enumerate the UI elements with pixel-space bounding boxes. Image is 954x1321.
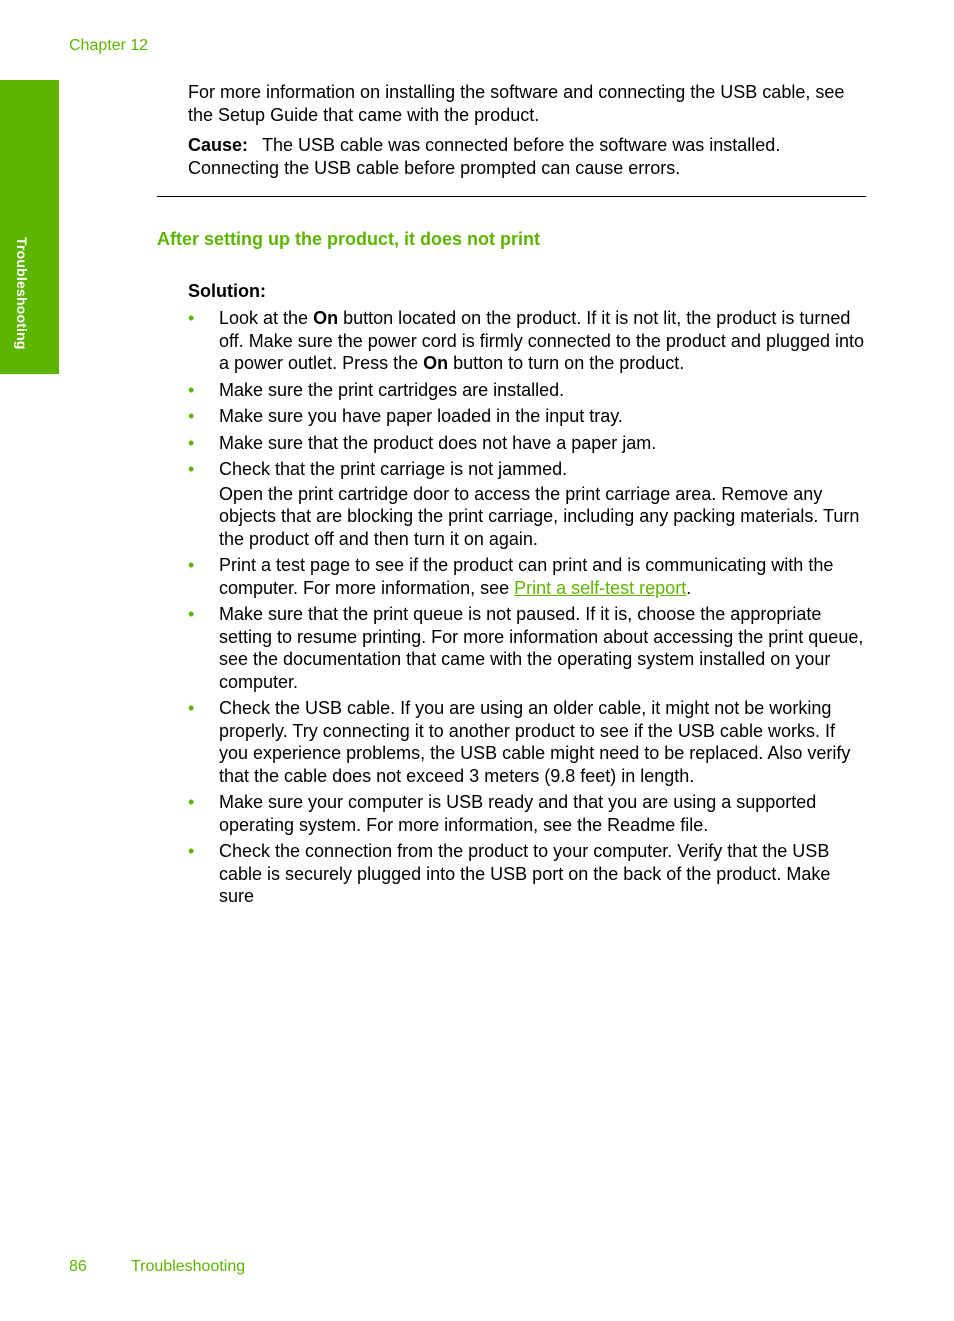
bullet-text: Make sure you have paper loaded in the input tray. [219, 406, 623, 426]
self-test-report-link[interactable]: Print a self-test report [514, 577, 687, 598]
bullet-icon: • [188, 308, 195, 328]
bullet-text: Make sure that the print queue is not paused. If it is, choose the appropriate setting to resume printing. For more information about accessing the print queue, see the documentation that came with the operating system installed on your computer. [219, 604, 864, 692]
list-item [188, 791, 868, 836]
list-item [188, 603, 868, 693]
bullet-icon: • [188, 379, 195, 400]
list-item [188, 379, 868, 402]
bullet-text: Look at the [219, 308, 314, 328]
bullet-icon: • [188, 792, 195, 812]
bullet-text: button located on the product. If it is not lit, the product is turned off. Make sure the power cord is firmly connected to the product and plugged into a power outlet. Press the [219, 308, 865, 373]
intro-paragraph: For more information on installing the software and connecting the USB cable, see the Setup Guide that came with the product. [188, 82, 845, 125]
bullet-icon: • [188, 459, 195, 479]
bullet-text: Make sure that the product does not have a paper jam. [219, 432, 657, 453]
list-item [188, 405, 868, 428]
bullet-text: Check the connection from the product to your computer. Verify that the USB cable is securely plugged into the USB port on the back of the product. Make sure [219, 841, 831, 906]
cause-paragraph [188, 134, 868, 179]
bullet-text: Make sure your computer is USB ready and that you are using a supported operating system. For more information, see the Readme file. [219, 792, 817, 835]
bullet-text: Print a test page to see if the product can print and is communicating with the computer. For more information, see [219, 555, 834, 598]
solution-list [188, 307, 868, 912]
bullet-icon: • [188, 698, 195, 718]
cause-label: Cause: [188, 135, 249, 155]
list-item [188, 432, 868, 455]
bullet-text: Make sure the print cartridges are installed. [219, 379, 565, 400]
bullet-text: Check the USB cable. If you are using an older cable, it might not be working properly. Try connecting it to another product to see if the USB cable works. If you experience problems, the USB cable might need to be replaced. Also verify that the cable does not exceed 3 meters (9.8 feet) in length. [219, 698, 851, 786]
bullet-subtext: Open the print cartridge door to access the print carriage area. Remove any objects that are blocking the print carriage, including any packing materials. Turn the product off and then turn it on again. [219, 483, 860, 549]
list-item [188, 458, 868, 550]
bullet-text: . [686, 577, 692, 598]
bullet-icon: • [188, 432, 195, 453]
side-tab-label: Troubleshooting [14, 237, 30, 350]
list-item [188, 697, 868, 787]
section-heading: After setting up the product, it does not print [157, 229, 540, 249]
bullet-text: button to turn on the product. [448, 353, 685, 373]
footer-title: Troubleshooting [131, 1258, 246, 1275]
bullet-icon: • [188, 406, 195, 426]
list-item [188, 554, 868, 599]
list-item [188, 840, 868, 908]
cause-text: The USB cable was connected before the software was installed. Connecting the USB cable before prompted can cause errors. [188, 135, 781, 178]
bullet-icon: • [188, 841, 195, 861]
on-button-name: On [423, 353, 449, 373]
bullet-icon: • [188, 555, 195, 575]
chapter-label: Chapter 12 [69, 37, 149, 54]
on-button-name: On [313, 308, 339, 328]
section-divider [157, 196, 866, 197]
page-number: 86 [69, 1258, 87, 1275]
list-item [188, 307, 868, 375]
bullet-icon: • [188, 604, 195, 624]
bullet-text: Check that the print carriage is not jammed. [219, 459, 568, 479]
solution-label: Solution: [188, 281, 266, 301]
